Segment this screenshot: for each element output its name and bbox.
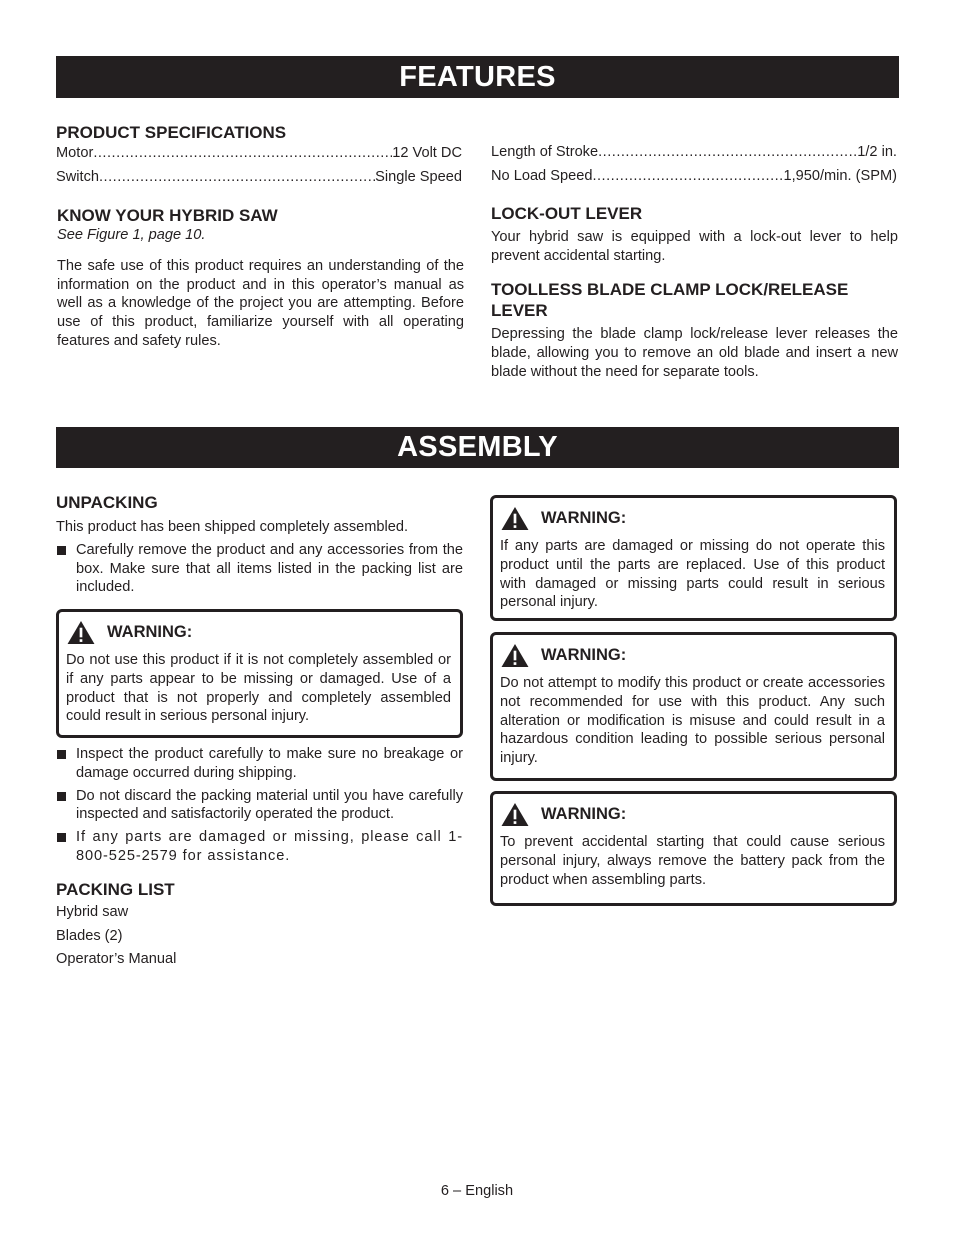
product-specs-right <box>491 143 897 190</box>
spec-row <box>491 143 897 167</box>
warning-triangle-icon <box>500 506 530 531</box>
list-item: Inspect the product carefully to make sure no breakage or damage occurred during shipping. <box>56 745 463 783</box>
warning-header <box>66 620 451 645</box>
know-saw-title: KNOW YOUR HYBRID SAW <box>57 206 278 225</box>
packing-list-section <box>56 879 463 974</box>
warning-triangle-icon <box>500 802 530 827</box>
list-item: Carefully remove the product and any accessories from the box. Make sure that all items listed in the packing list are included. <box>56 541 463 597</box>
unpacking-bullets <box>56 541 463 597</box>
warning-triangle-icon <box>66 620 96 645</box>
spec-value: 12 Volt DC <box>392 145 462 161</box>
packing-list <box>56 903 463 974</box>
page-footer: 6 – English <box>440 1183 514 1199</box>
toolless-title: TOOLLESS BLADE CLAMP LOCK/RELEASE LEVER <box>491 280 849 320</box>
unpacking-section <box>56 492 463 597</box>
warning-box <box>490 632 897 781</box>
spec-label: Motor <box>56 145 94 161</box>
dot-leader <box>99 168 375 187</box>
warning-text: To prevent accidental starting that could cause serious personal injury, always remove the battery pack from the product when assembling parts. <box>500 834 885 888</box>
spec-label: Length of Stroke <box>491 144 599 160</box>
list-item: If any parts are damaged or missing, please call 1-800-525-2579 for assistance. <box>56 828 463 866</box>
list-item: Blades (2) <box>56 927 123 944</box>
warning-box <box>490 495 897 621</box>
product-specs-title: PRODUCT SPECIFICATIONS <box>56 123 287 142</box>
toolless-section <box>491 279 898 381</box>
toolless-body: Depressing the blade clamp lock/release lever releases the blade, allowing you to remove an old blade and insert a new blade without the need for separate tools. <box>491 326 898 380</box>
unpacking-bullets-continued <box>56 745 463 866</box>
unpacking-title: UNPACKING <box>56 493 158 512</box>
unpacking-intro: This product has been shipped completely assembled. <box>56 519 409 535</box>
unpacking-bullets <box>56 745 463 866</box>
warning-triangle-icon <box>500 643 530 668</box>
lockout-section <box>491 203 898 266</box>
lockout-title: LOCK-OUT LEVER <box>491 204 643 223</box>
spec-label: Switch <box>56 168 99 185</box>
assembly-heading: ASSEMBLY <box>56 427 899 468</box>
list-item: Hybrid saw <box>56 904 129 920</box>
dot-leader <box>598 143 857 162</box>
warning-box <box>56 609 463 738</box>
warning-label: WARNING: <box>107 623 193 642</box>
warning-header <box>500 802 885 827</box>
warning-text: Do not use this product if it is not completely assembled or if any parts appear to be missing or damaged. Use of a product that is not properly and completely assembled could result in serious personal injury. <box>66 652 451 725</box>
figure-reference: See Figure 1, page 10. <box>57 227 206 243</box>
spec-value: Single Speed <box>375 168 462 185</box>
lockout-body: Your hybrid saw is equipped with a lock-out lever to help prevent accidental starting. <box>491 229 898 264</box>
spec-label: No Load Speed <box>491 167 593 184</box>
warning-text: If any parts are damaged or missing do not operate this product until the parts are replaced. Use of this product with damaged or missing parts could result in serious personal injury. <box>500 538 885 611</box>
list-item: Operator’s Manual <box>56 951 177 967</box>
warning-label: WARNING: <box>541 805 627 824</box>
product-specs-left <box>56 122 462 191</box>
warning-label: WARNING: <box>541 646 627 665</box>
warning-box <box>490 791 897 906</box>
warning-text: Do not attempt to modify this product or create accessories not recommended for use with this product. Any such alteration or modification is misuse and could result in a hazardous condition leading to possible serious personal injury. <box>500 675 885 767</box>
dot-leader <box>592 167 783 186</box>
list-item: Do not discard the packing material until you have carefully inspected and satisfactorily operated the product. <box>56 787 463 825</box>
spec-row <box>56 168 462 192</box>
packing-list-title: PACKING LIST <box>56 880 175 899</box>
spec-row <box>491 167 897 191</box>
spec-value: 1/2 in. <box>857 144 897 160</box>
spec-value: 1,950/min. (SPM) <box>783 167 897 184</box>
warning-header <box>500 506 885 531</box>
features-heading: FEATURES <box>56 56 899 98</box>
warning-label: WARNING: <box>541 509 627 528</box>
warning-header <box>500 643 885 668</box>
know-saw-section <box>57 205 464 351</box>
dot-leader <box>93 144 392 163</box>
spec-row <box>56 144 462 168</box>
know-saw-body: The safe use of this product requires an understanding of the information on the product and in this operator’s manual as well as a knowledge of the project you are attempting. Before use of this product, familiarize yourself with all operating features and safety rules. <box>57 257 464 349</box>
